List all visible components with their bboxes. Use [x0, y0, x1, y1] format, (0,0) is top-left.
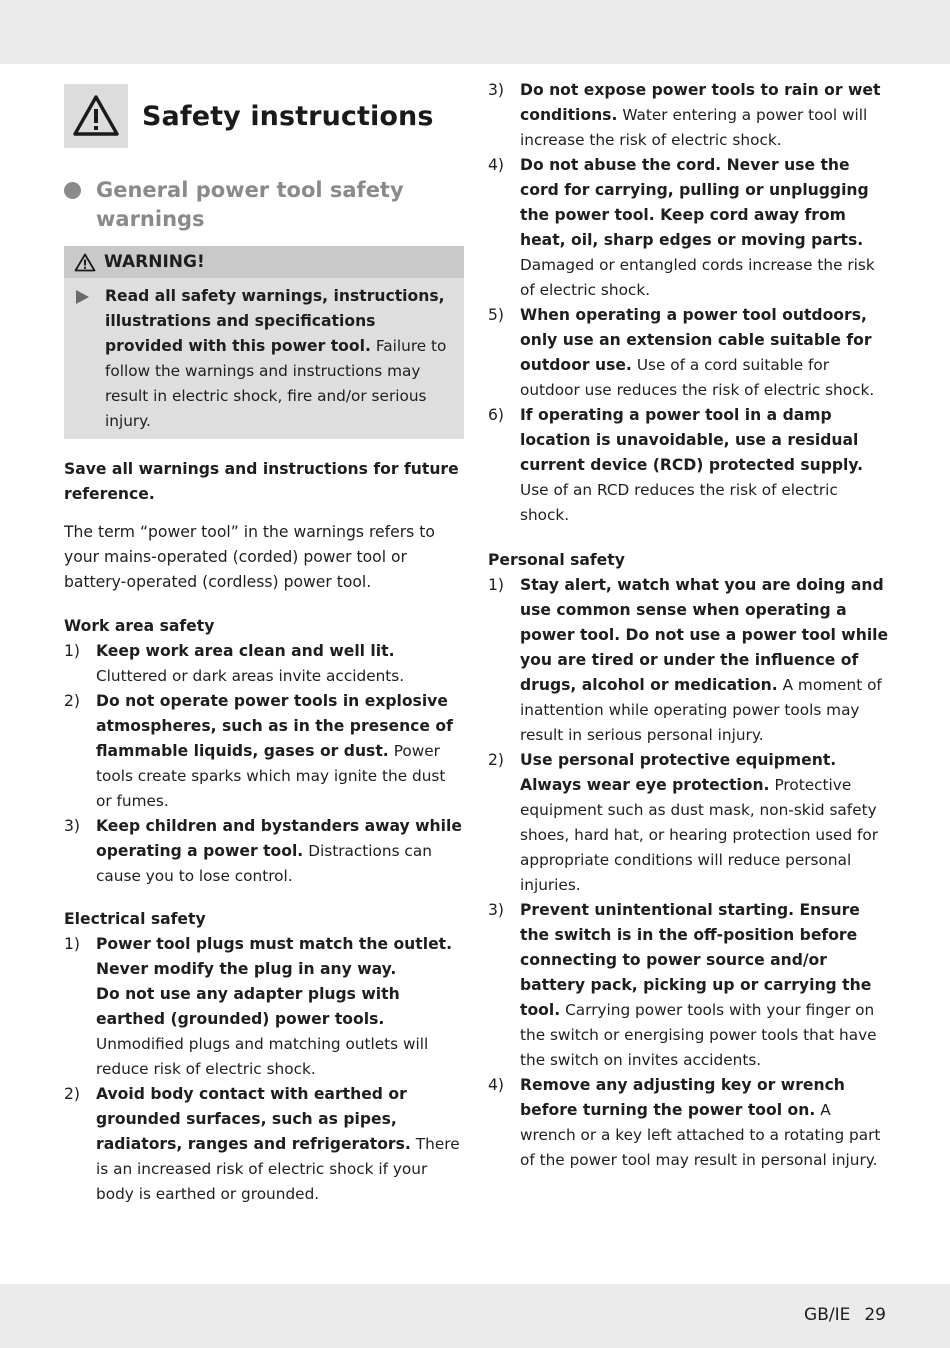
item-bold: Keep children and bystanders away while operating a power tool. [96, 817, 462, 860]
page-footer [804, 1305, 886, 1325]
warning-header [64, 246, 464, 278]
item-text: Protective equipment such as dust mask, non-skid safety shoes, hard hat, or hearing protection used for appropriate conditions will reduce personal injuries. [520, 776, 879, 894]
item-number: 2) [64, 692, 81, 710]
warning-body [64, 278, 464, 439]
item-text: Use of an RCD reduces the risk of electric shock. [520, 481, 838, 524]
warning-detail: Failure to follow the warnings and instructions may result in electric shock, fire and/or serious injury. [105, 337, 447, 430]
work-area-list [64, 639, 464, 889]
item-bold: Do not expose power tools to rain or wet conditions. [520, 81, 881, 124]
item-number: 4) [488, 156, 505, 174]
personal-list [488, 573, 890, 1173]
list-item [488, 1073, 890, 1173]
arrow-bullet-icon [76, 290, 89, 304]
item-text: There is an increased risk of electric shock if your body is earthed or grounded. [96, 1135, 460, 1203]
item-bold: Do not abuse the cord. Never use the cord for carrying, pulling or unplugging the power tool. Keep cord away from heat, oil, sharp edges or moving parts. [520, 156, 869, 249]
item-bold: Use personal protective equipment. Always wear eye protection. [520, 751, 837, 794]
list-item [488, 573, 890, 748]
item-bold: Prevent unintentional starting. Ensure the switch is in the off-position before connecting to power source and/or battery pack, picking up or carrying the tool. [520, 901, 872, 1019]
item-text: A wrench or a key left attached to a rotating part of the power tool may result in personal injury. [520, 1101, 881, 1169]
item-number: 1) [64, 642, 81, 660]
list-item [64, 639, 464, 689]
list-item [64, 1082, 464, 1207]
page-title: Safety instructions [142, 100, 434, 132]
item-bold: Remove any adjusting key or wrench before turning the power tool on. [520, 1076, 845, 1119]
section-title: General power tool safety warnings [96, 178, 404, 231]
item-number: 3) [64, 817, 81, 835]
item-number: 3) [488, 81, 505, 99]
work-area-heading: Work area safety [64, 617, 215, 635]
right-column [488, 78, 890, 1173]
item-number: 2) [488, 751, 505, 769]
warning-box [64, 246, 464, 439]
warning-label: WARNING! [104, 252, 205, 272]
item-text: A moment of inattention while operating power tools may result in serious personal injury. [520, 676, 882, 744]
item-text: Carrying power tools with your finger on the switch or energising power tools that have the switch on invites accidents. [520, 1001, 877, 1069]
item-bold: When operating a power tool outdoors, only use an extension cable suitable for outdoor use. [520, 306, 872, 374]
electrical-heading: Electrical safety [64, 910, 206, 928]
save-notice: Save all warnings and instructions for future reference. [64, 460, 459, 503]
list-item [488, 78, 890, 153]
item-text: Unmodified plugs and matching outlets will reduce risk of electric shock. [96, 1035, 429, 1078]
warning-triangle-icon [74, 253, 96, 272]
item-number: 5) [488, 306, 505, 324]
item-bold: If operating a power tool in a damp location is unavoidable, use a residual current device (RCD) protected supply. [520, 406, 864, 474]
section-heading [64, 176, 464, 234]
title-row [64, 84, 464, 148]
list-item [64, 932, 464, 1082]
region-label: GB/IE [804, 1305, 851, 1325]
list-item [488, 303, 890, 403]
item-number: 3) [488, 901, 505, 919]
list-item [64, 689, 464, 814]
item-text: Cluttered or dark areas invite accidents. [96, 667, 405, 685]
personal-heading: Personal safety [488, 551, 625, 569]
bullet-icon [64, 182, 81, 199]
page-number: 29 [864, 1305, 886, 1325]
item-text: Use of a cord suitable for outdoor use reduces the risk of electric shock. [520, 356, 875, 399]
item-text: Water entering a power tool will increase the risk of electric shock. [520, 106, 868, 149]
electrical-list-right [488, 78, 890, 528]
item-bold: Stay alert, watch what you are doing and use common sense when operating a power tool. Do not use a power tool while you are tired or under the influence of drugs, alcohol or medication. [520, 576, 889, 694]
item-bold-2: Do not use any adapter plugs with earthed (grounded) power tools. [96, 985, 400, 1028]
item-number: 1) [488, 576, 505, 594]
item-number: 2) [64, 1085, 81, 1103]
list-item [64, 814, 464, 889]
list-item [488, 748, 890, 898]
item-bold: Power tool plugs must match the outlet. Never modify the plug in any way. [96, 935, 453, 978]
item-number: 6) [488, 406, 505, 424]
item-bold: Avoid body contact with earthed or grounded surfaces, such as pipes, radiators, ranges and refrigerators. [96, 1085, 411, 1153]
item-number: 4) [488, 1076, 505, 1094]
item-text: Distractions can cause you to lose control. [96, 842, 432, 885]
list-item [488, 898, 890, 1073]
term-text: The term “power tool” in the warnings refers to your mains-operated (corded) power tool or battery-operated (cordless) power tool. [64, 523, 435, 591]
warning-text [105, 284, 454, 434]
item-bold: Do not operate power tools in explosive atmospheres, such as in the presence of flammable liquids, gases or dust. [96, 692, 453, 760]
top-band [0, 0, 950, 64]
item-bold: Keep work area clean and well lit. [96, 642, 395, 660]
left-column [64, 78, 464, 1207]
item-text: Damaged or entangled cords increase the risk of electric shock. [520, 256, 875, 299]
warning-bold: Read all safety warnings, instructions, illustrations and specifications provided with this power tool. [105, 287, 445, 355]
item-text: Power tools create sparks which may ignite the dust or fumes. [96, 742, 446, 810]
electrical-list-left [64, 932, 464, 1207]
item-number: 1) [64, 935, 81, 953]
list-item [488, 403, 890, 528]
warning-icon [64, 84, 128, 148]
list-item [488, 153, 890, 303]
